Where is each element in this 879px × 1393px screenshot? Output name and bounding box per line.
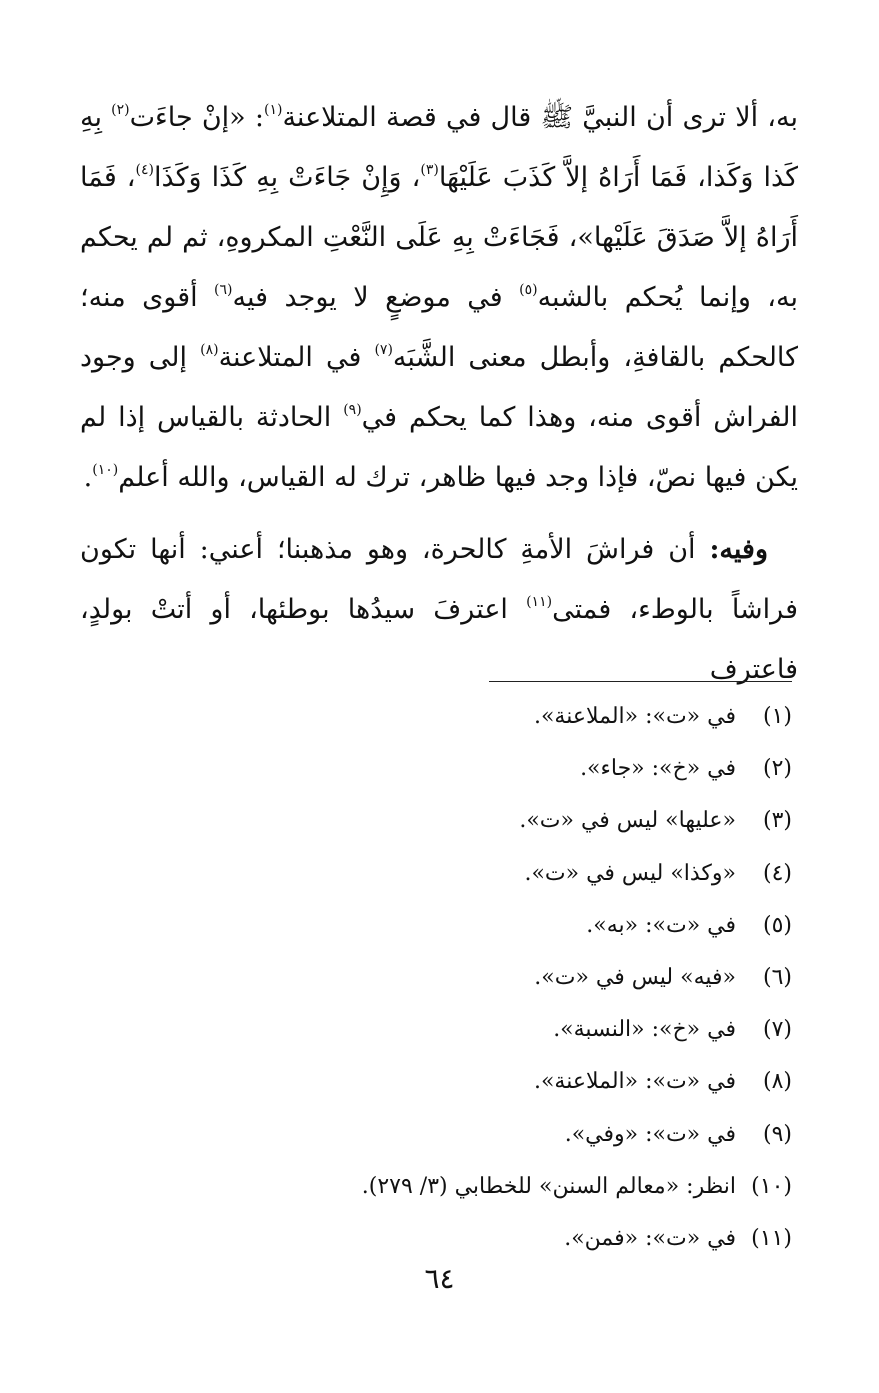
footnote-item [232,1010,792,1062]
footnote-item [232,801,792,853]
footnote-text: في «ت»: «الملاعنة». [533,1069,736,1095]
footnote-number: (٣) [762,808,792,834]
footnote-number: (٨) [762,1069,792,1095]
footnote-item [232,1167,792,1219]
footnote-number: (٤) [762,860,792,886]
footnote-text: «وكذا» ليس في «ت». [524,860,736,886]
footnote-number: (١١) [751,1225,792,1251]
footnote-item [232,1115,792,1167]
footnote-item [232,749,792,801]
footnote-text: انظر: «معالم السنن» للخطابي (٣/ ٢٧٩). [361,1173,736,1199]
footnote-number: (٧) [762,1017,792,1043]
paragraph-2: وفيه: أن فراشَ الأمةِ كالحرة، وهو مذهبنا؛ أعني: أنها تكون فراشاً بالوطء، فمتى$^{(١١)}$ اعترفَ سيدُها بوطئها، أو أتتْ بولدٍ، فاعترف [80,534,798,685]
footnote-item [232,1062,792,1114]
footnote-number: (١) [762,704,792,729]
footnote-text: في «ت»: «به». [586,912,736,938]
footnote-number: (٢) [762,756,792,782]
footnote-text: في «ت»: «وفي». [564,1121,736,1147]
main-text [80,88,798,700]
footnote-number: (١٠) [751,1173,792,1199]
footnote-item [232,697,792,749]
footnote-text: في «خ»: «جاء». [580,756,736,782]
footnote-number: (٩) [762,1121,792,1147]
footnote-text: في «ت»: «الملاعنة». [533,704,736,729]
footnote-number: (٦) [762,964,792,990]
footnotes-list [232,697,792,1271]
footnote-number: (٥) [762,912,792,938]
footnote-text: «فيه» ليس في «ت». [534,964,736,990]
footnote-divider [489,681,792,682]
footnote-text: في «ت»: «فمن». [564,1225,736,1251]
footnote-item [232,854,792,906]
footnote-text: «عليها» ليس في «ت». [519,808,736,834]
footnote-item [232,906,792,958]
page-number: ٦٤ [424,1262,455,1295]
paragraph-lead: وفيه: [709,534,768,565]
footnote-text: في «خ»: «النسبة». [553,1017,736,1043]
footnote-item [232,958,792,1010]
paragraph-1: به، ألا ترى أن النبيَّ ﷺ قال في قصة المتلاعنة$^{(١)}$: «إنْ جاءَت$^{(٢)}$ بِهِ كَذا وَكَذا، فَمَا أَرَاهُ إلاَّ كَذَبَ عَلَيْهَا$^{(٣)}$، وَإِنْ جَاءَتْ بِهِ كَذَا وَكَذَا$^{(٤)}$، فَمَا أَرَاهُ إلاَّ صَدَقَ عَلَيْها»، فَجَاءَتْ بِهِ عَلَى النَّعْتِ المكروهِ، ثم لم يحكم به، وإنما يُحكم بالشبه$^{(٥)}$ في موضعٍ لا يوجد فيه$^{(٦)}$ أقوى منه؛ كالحكم بالقافةِ، وأبطل معنى الشَّبَه$^{(٧)}$ في المتلاعنة$^{(٨)}$ إلى وجود الفراش أقوى منه، وهذا كما يحكم في$^{(٩)}$ الحادثة بالقياس إذا لم يكن فيها نصّ، فإذا وجد فيها ظاهر، ترك له القياس، والله أعلم$^{(١٠)}$. [80,102,799,493]
